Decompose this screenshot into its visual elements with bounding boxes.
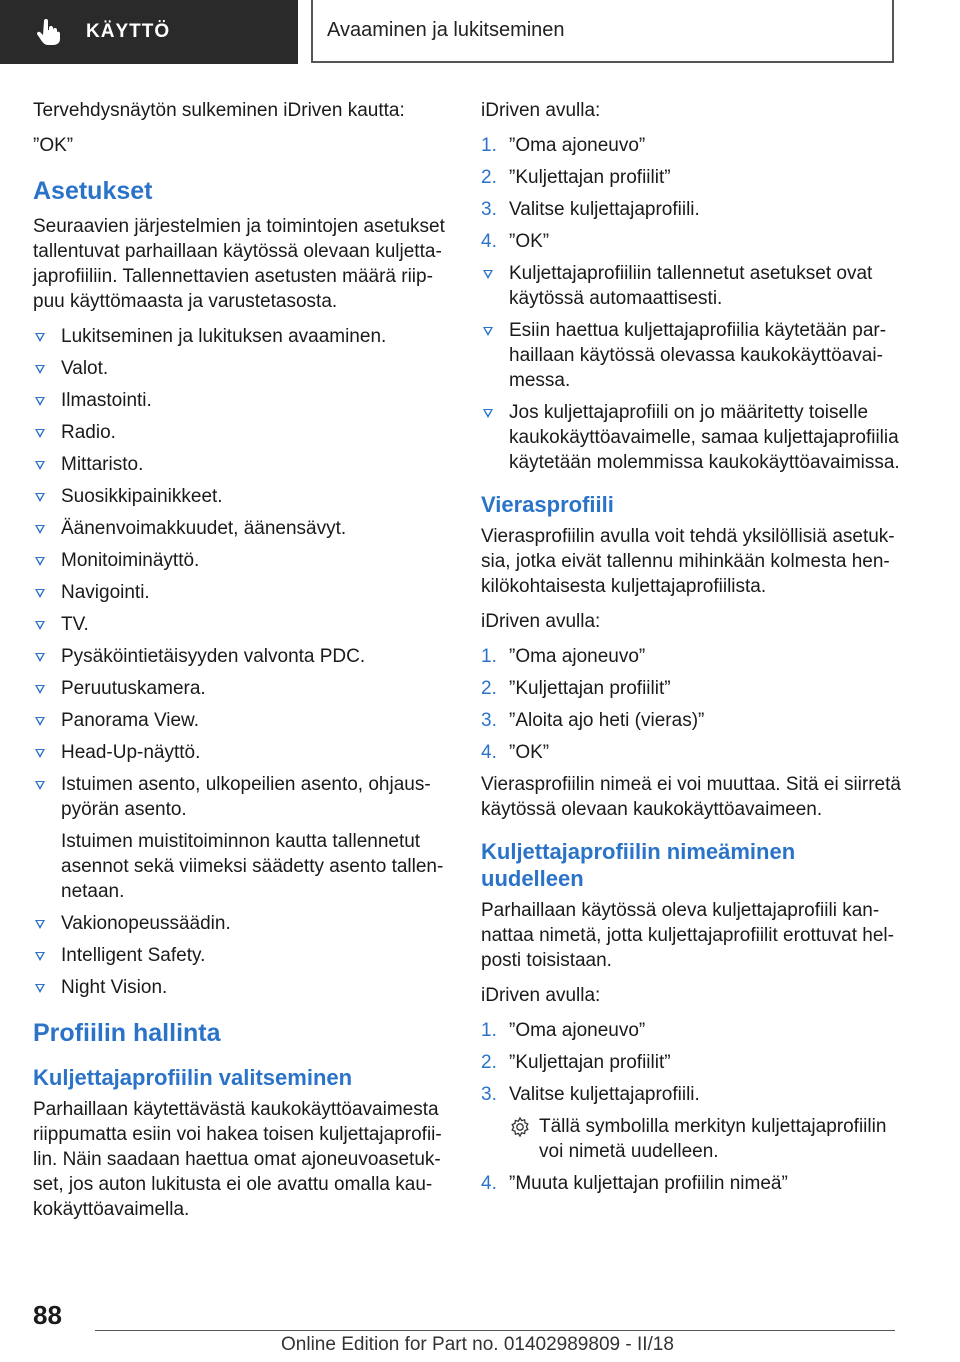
list-item: 1. ”Oma ajoneuvo” xyxy=(481,1020,646,1041)
triangle-bullet-icon xyxy=(35,952,45,961)
idrive-label: iDriven avulla: xyxy=(481,100,601,121)
list-item: Intelligent Safety. xyxy=(33,943,448,968)
chapter-header xyxy=(311,0,894,63)
list-item: Istuimen asento, ulkopeilien asento, ohjauspyörän asento. Istuimen muistitoiminnon kautta tallennetut asennot sekä viimeksi säädetty asento tallennetaan. xyxy=(33,772,448,904)
triangle-bullet-icon xyxy=(35,493,45,502)
gear-note: Tällä symbolilla merkityn kuljettajaprofiilin voi nimetä uudelleen. xyxy=(509,1114,901,1164)
list-item: 4. ”OK” xyxy=(481,231,550,252)
list-item: Kuljettajaprofiiliin tallennetut asetukset ovat käytössä automaattisesti. xyxy=(481,261,901,311)
footer-edition: Online Edition for Part no. 01402989809 - II/18 xyxy=(281,1334,674,1355)
list-item: Pysäköintietäisyyden valvonta PDC. xyxy=(33,644,448,669)
heading-select-profile: Kuljettajaprofiilin valitseminen xyxy=(33,1065,353,1090)
triangle-bullet-icon xyxy=(35,461,45,470)
list-item: Ilmastointi. xyxy=(33,388,448,413)
triangle-bullet-icon xyxy=(35,781,45,790)
triangle-bullet-icon xyxy=(35,557,45,566)
list-item: Monitoiminäyttö. xyxy=(33,548,448,573)
heading-rename-profile: Kuljettajaprofiilin nimeäminen uudelleen xyxy=(481,839,796,891)
list-item: Panorama View. xyxy=(33,708,448,733)
list-item: Lukitseminen ja lukituksen avaaminen. xyxy=(33,324,448,349)
triangle-bullet-icon xyxy=(35,429,45,438)
triangle-bullet-icon xyxy=(35,621,45,630)
triangle-bullet-icon xyxy=(35,397,45,406)
heading-profile-management: Profiilin hallinta xyxy=(33,1019,221,1047)
list-item: 2. ”Kuljettajan profiilit” xyxy=(481,678,671,699)
list-item: Mittaristo. xyxy=(33,452,448,477)
list-item: 2. ”Kuljettajan profiilit” xyxy=(481,1052,671,1073)
select-text: Parhaillaan käytettävästä kaukokäyttöavaimesta riippumatta esiin voi hakea toisen kuljettajaprofiilin. Näin saadaan haettua omat ajoneuvoasetukset, jos auton lukitusta ei ole avattu omalla kaukokäyttöavaimella. xyxy=(33,1099,442,1220)
list-item: 1. ”Oma ajoneuvo” xyxy=(481,135,646,156)
list-item: Jos kuljettajaprofiili on jo määritetty toiselle kaukokäyttöavaimelle, samaa kuljettajaprofiilia käytetään molemmissa kaukokäyttöavaimissa. xyxy=(481,400,901,475)
triangle-bullet-icon xyxy=(35,685,45,694)
right-column xyxy=(481,98,901,1203)
list-item: 1. ”Oma ajoneuvo” xyxy=(481,646,646,667)
steps-list xyxy=(481,133,901,254)
list-item: Suosikkipainikkeet. xyxy=(33,484,448,509)
list-item: Peruutuskamera. xyxy=(33,676,448,701)
triangle-bullet-icon xyxy=(35,525,45,534)
triangle-bullet-icon xyxy=(483,270,493,279)
triangle-bullet-icon xyxy=(35,920,45,929)
intro-value: ”OK” xyxy=(33,135,74,156)
triangle-bullet-icon xyxy=(35,333,45,342)
list-item: Night Vision. xyxy=(33,975,448,1000)
heading-guest-profile: Vierasprofiili xyxy=(481,492,614,517)
settings-list xyxy=(33,324,448,1000)
triangle-bullet-icon xyxy=(35,984,45,993)
list-item: Esiin haettua kuljettajaprofiilia käytetään parhaillaan käytössä olevassa kaukokäyttöavaimessa. xyxy=(481,318,901,393)
triangle-bullet-icon xyxy=(483,327,493,336)
list-item: TV. xyxy=(33,612,448,637)
hand-pointer-icon xyxy=(36,18,64,46)
list-item: Äänenvoimakkuudet, äänensävyt. xyxy=(33,516,448,541)
steps-list xyxy=(481,1018,901,1196)
footer-divider xyxy=(95,1330,895,1331)
guest-note: Vierasprofiilin nimeä ei voi muuttaa. Sitä ei siirretä käytössä olevaan kaukokäyttöavaimeen. xyxy=(481,774,901,820)
heading-settings: Asetukset xyxy=(33,177,153,205)
chapter-title: Avaaminen ja lukitseminen xyxy=(327,19,565,41)
idrive-label: iDriven avulla: xyxy=(481,985,601,1006)
triangle-bullet-icon xyxy=(35,717,45,726)
intro-text: Tervehdysnäytön sulkeminen iDriven kautta: xyxy=(33,100,405,121)
settings-text: Seuraavien järjestelmien ja toimintojen asetukset tallentuvat parhaillaan käytössä olevaan kuljettajaprofiiliin. Tallennettavien asetusten määrä riippuu käyttömaasta ja varustetasosta. xyxy=(33,216,445,312)
list-item: 3. Valitse kuljettajaprofiili. Tällä symbolilla merkityn kuljettajaprofiilin voi nimetä uudelleen. xyxy=(481,1082,901,1164)
section-title: KÄYTTÖ xyxy=(86,21,171,42)
list-item: Radio. xyxy=(33,420,448,445)
triangle-bullet-icon xyxy=(35,365,45,374)
triangle-bullet-icon xyxy=(35,749,45,758)
idrive-label: iDriven avulla: xyxy=(481,611,601,632)
guest-text: Vierasprofiilin avulla voit tehdä yksilöllisiä asetuksia, jotka eivät tallennu mihinkään kolmesta henkilökohtaisesta kuljettajaprofiilista. xyxy=(481,526,895,597)
page-number: 88 xyxy=(33,1300,62,1330)
list-item: 3. ”Aloita ajo heti (vieras)” xyxy=(481,710,705,731)
list-item: 3. Valitse kuljettajaprofiili. xyxy=(481,199,700,220)
triangle-bullet-icon xyxy=(483,409,493,418)
triangle-bullet-icon xyxy=(35,653,45,662)
list-item: Head-Up-näyttö. xyxy=(33,740,448,765)
gear-icon xyxy=(509,1116,531,1138)
steps-list xyxy=(481,644,901,765)
list-item: Navigointi. xyxy=(33,580,448,605)
list-item: Valot. xyxy=(33,356,448,381)
left-column xyxy=(33,98,448,1222)
triangle-bullet-icon xyxy=(35,589,45,598)
notes-list xyxy=(481,261,901,475)
seat-note: Istuimen muistitoiminnon kautta tallennetut asennot sekä viimeksi säädetty asento tallennetaan. xyxy=(61,831,444,902)
section-tab xyxy=(0,0,298,64)
list-item: Vakionopeussäädin. xyxy=(33,911,448,936)
rename-text: Parhaillaan käytössä oleva kuljettajaprofiili kannattaa nimetä, jotta kuljettajaprofiilit erottuvat helposti toisistaan. xyxy=(481,900,894,971)
list-item: 4. ”OK” xyxy=(481,742,550,763)
list-item: 4. ”Muuta kuljettajan profiilin nimeä” xyxy=(481,1173,788,1194)
list-item: 2. ”Kuljettajan profiilit” xyxy=(481,167,671,188)
